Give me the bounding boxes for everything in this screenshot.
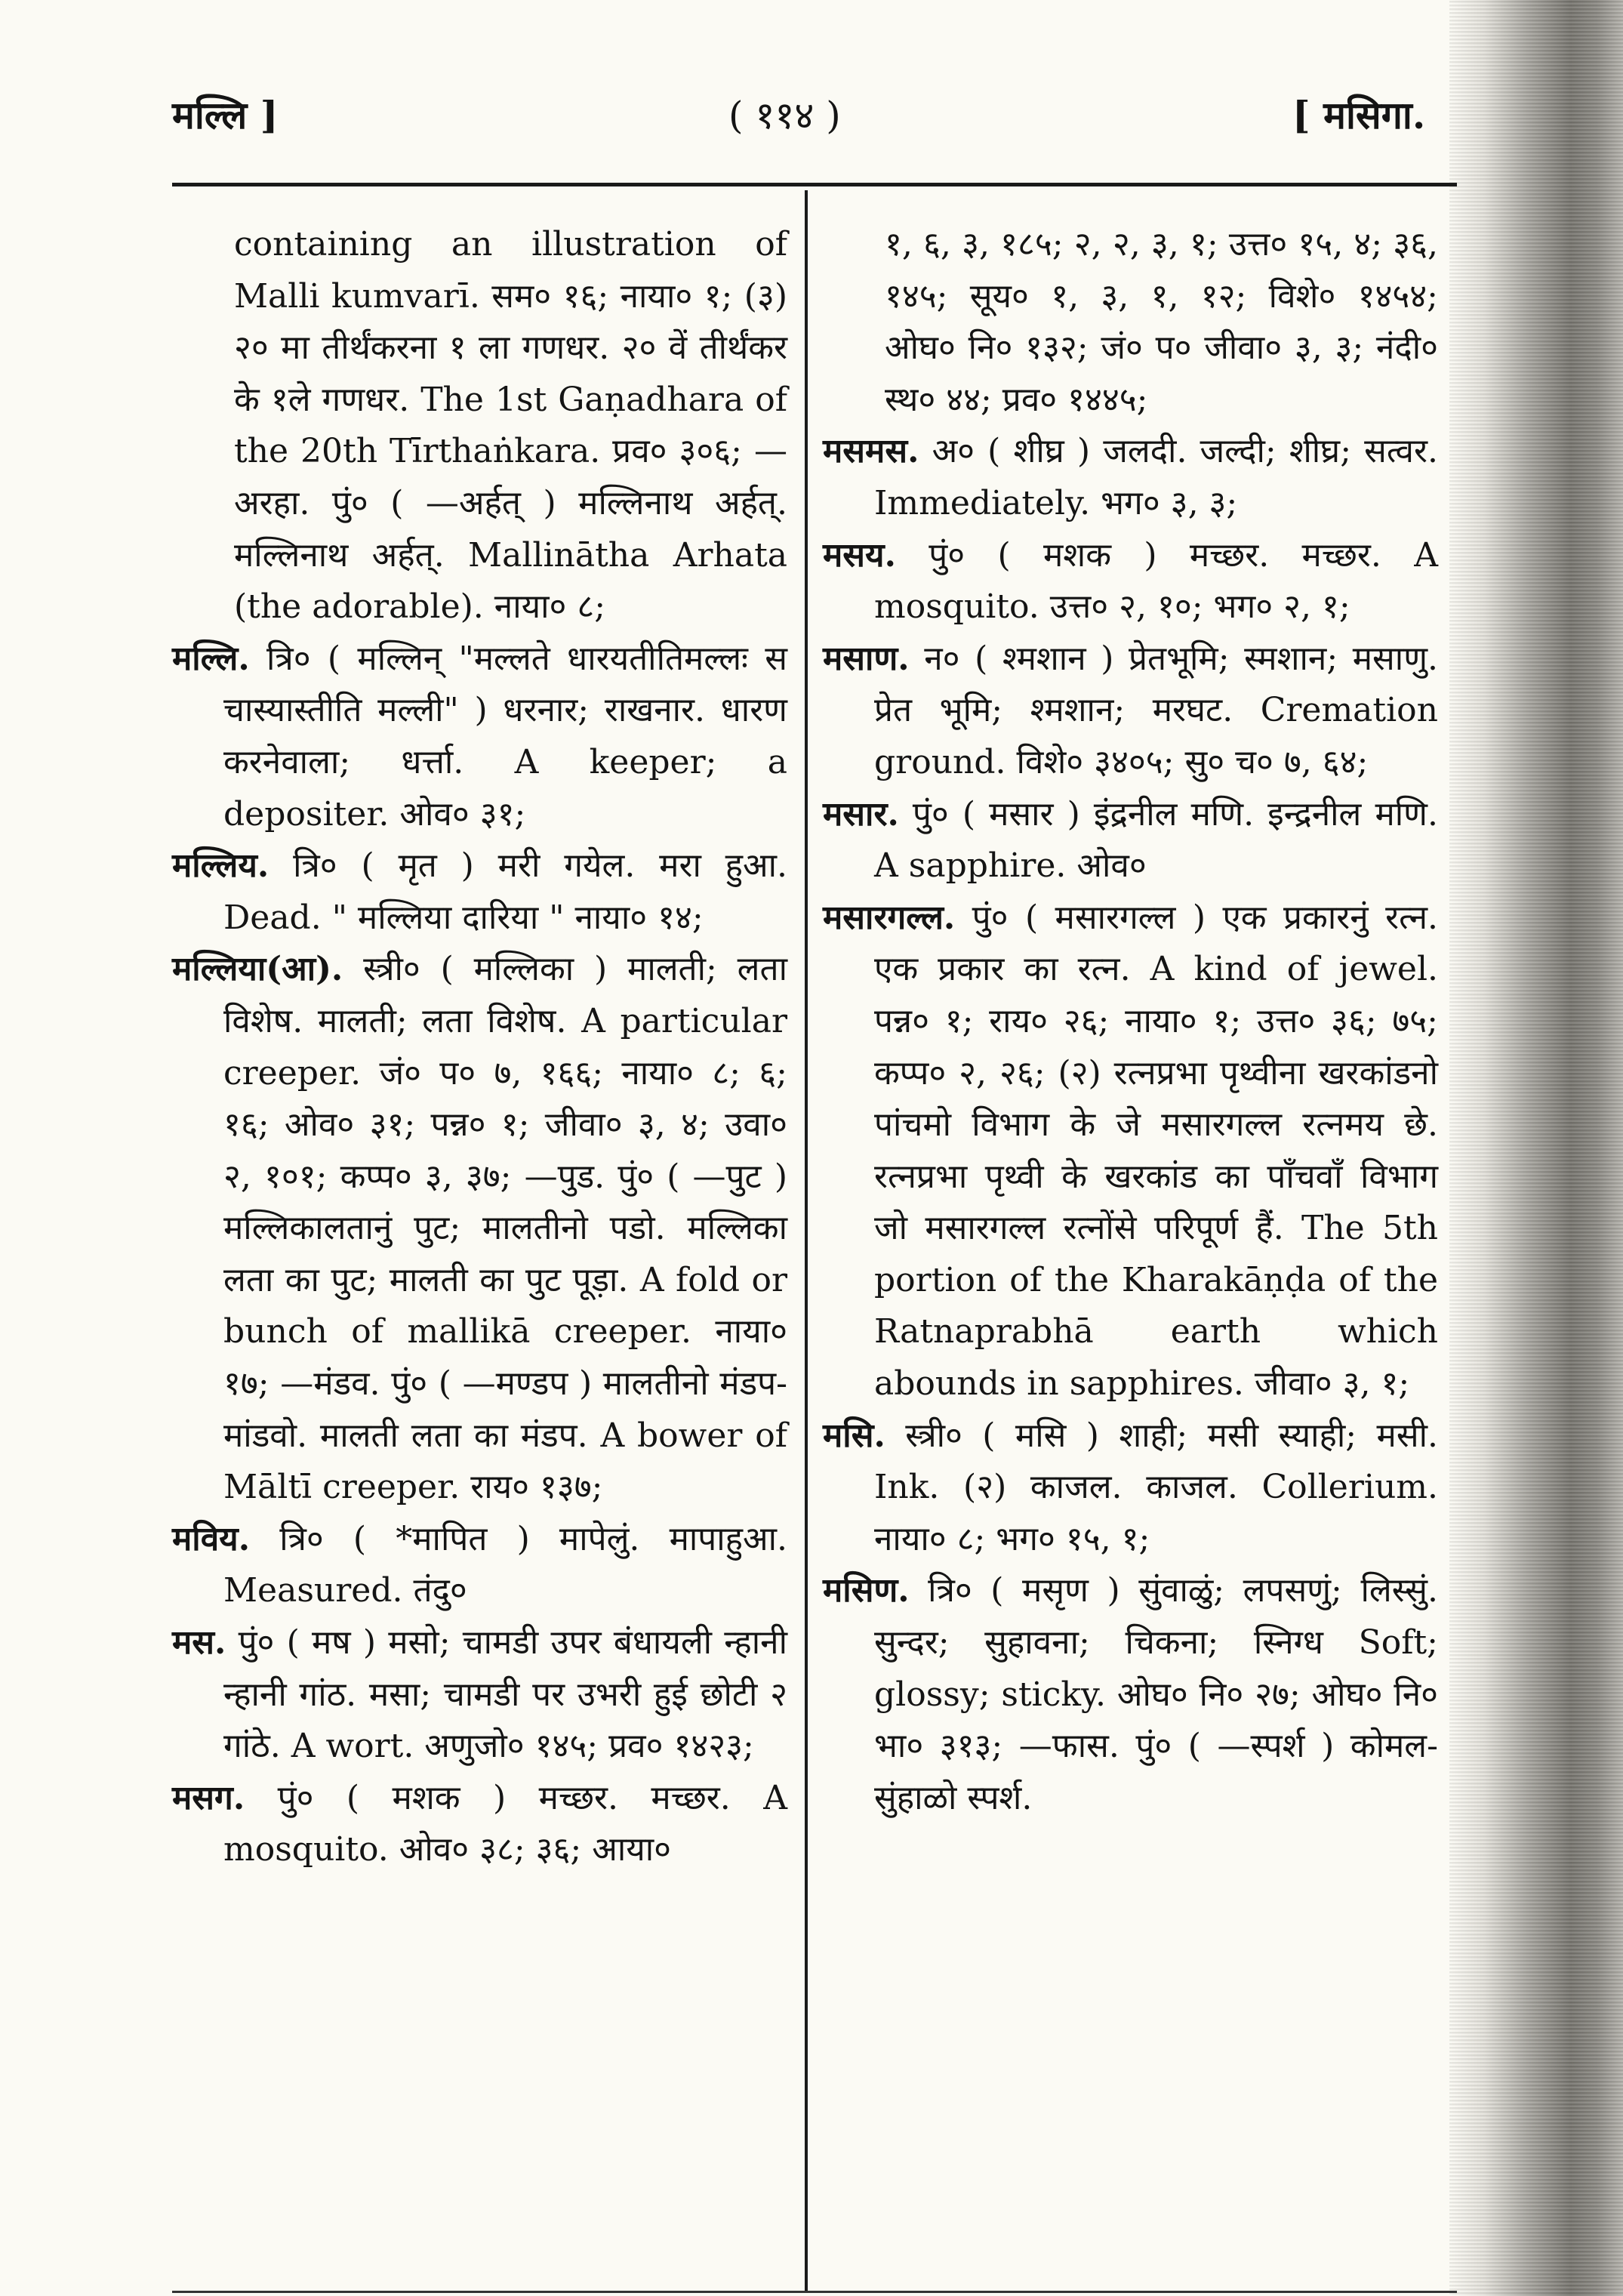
dictionary-entry — [172, 219, 787, 633]
entry-headword: मस. — [172, 1623, 226, 1663]
entry-headword: मविय. — [172, 1519, 251, 1558]
dictionary-entry — [823, 892, 1438, 1410]
running-head-right: [ मसिगा. — [1292, 93, 1426, 137]
entry-definition: पुं० ( मसारगल्ल ) एक प्रकारनुं रत्न. एक प्रकार का रत्न. A kind of jewel. पन्न० १; राय० २६; नाया० १; उत्त० ३६; ७५; कप्प० २, २६; (२) रत्नप्रभा पृथ्वीना खरकांडनो पांचमो विभाग के जे मसारगल्ल रत्नमय छे. रत्नप्रभा पृथ्वी के खरकांड का पाँचवाँ विभाग जो मसारगल्ल रत्नोंसे परिपूर्ण हैं. The 5th portion of the Kharakāṇḍa of the Ratnaprabhā earth which abounds in sapphires. जीवा० ३, १; — [874, 898, 1438, 1404]
entry-headword: मल्लि. — [172, 639, 250, 678]
entry-definition: त्रि० ( मृत ) मरी गयेल. मरा हुआ. Dead. " मल्लिया दारिया " नाया० १४; — [223, 846, 787, 937]
dictionary-entry — [823, 789, 1438, 892]
entry-headword: मसमस. — [823, 432, 919, 471]
dictionary-entry — [823, 219, 1438, 426]
entry-definition: containing an illustration of Malli kumvarī. सम० १६; नाया० १; (३) २० मा तीर्थंकरना १ ला गणधर. २० वें तीर्थंकर के १ले गणधर. The 1st Gaṇadhara of the 20th Tīrthaṅkara. प्रव० ३०६; —अरहा. पुं० ( —अर्हत् ) मल्लिनाथ अर्हत्. मल्लिनाथ अर्हत्. Mallinātha Arhata (the adorable). नाया० ८; — [234, 225, 787, 627]
entry-definition: पुं० ( मशक ) मच्छर. मच्छर. A mosquito. उत्त० २, १०; भग० २, १; — [874, 535, 1438, 627]
header-rule — [172, 183, 1457, 186]
dictionary-entry — [172, 1514, 787, 1617]
entry-definition: पुं० ( मष ) मसो; चामडी उपर बंधायली न्हानी न्हानी गांठ. मसा; चामडी पर उभरी हुई छोटी २ गांठे. A wort. अणुजो० १४५; प्रव० १४२३; — [223, 1623, 787, 1766]
right-column — [823, 219, 1438, 1824]
dictionary-entry — [823, 426, 1438, 529]
entry-definition: त्रि० ( मसृण ) सुंवाळुं; लपसणुं; लिस्सुं. सुन्दर; सुहावना; चिकना; स्निग्ध Soft; glossy; sticky. ओघ० नि० २७; ओघ० नि० भा० ३१३; —फास. पुं० ( —स्पर्श ) कोमल-सुंहाळो स्पर्श. — [874, 1571, 1438, 1817]
footer-rule — [172, 2291, 1457, 2293]
entry-headword: मसार. — [823, 794, 899, 834]
dictionary-entry — [172, 944, 787, 1514]
column-divider — [805, 190, 808, 2291]
dictionary-entry — [823, 633, 1438, 789]
entry-headword: मसि. — [823, 1416, 885, 1455]
entry-definition: पुं० ( मसार ) इंद्रनील मणि. इन्द्रनील मणि. A sapphire. ओव० — [874, 794, 1438, 886]
dictionary-entry — [823, 1410, 1438, 1566]
entry-definition: स्त्री० ( मसि ) शाही; मसी स्याही; मसी. Ink. (२) काजल. काजल. Collerium. नाया० ८; भग० १५, १; — [874, 1416, 1438, 1558]
entry-headword: मसाण. — [823, 639, 910, 678]
entry-headword: मल्लिय. — [172, 846, 269, 886]
dictionary-entry — [172, 1617, 787, 1773]
entry-headword: मसिण. — [823, 1571, 910, 1610]
page-gutter-shadow — [1449, 0, 1623, 2296]
dictionary-entry — [823, 1565, 1438, 1824]
dictionary-entry — [172, 633, 787, 840]
entry-definition: न० ( श्मशान ) प्रेतभूमि; स्मशान; मसाणु. प्रेत भूमि; श्मशान; मरघट. Cremation ground. विशे० ३४०५; सु० च० ७, ६४; — [874, 639, 1438, 781]
dictionary-entry — [172, 840, 787, 944]
entry-definition: त्रि० ( मल्लिन् "मल्लते धारयतीतिमल्लः स चास्यास्तीति मल्ली" ) धरनार; राखनार. धारण करनेवाला; धर्त्ता. A keeper; a depositer. ओव० ३१; — [223, 639, 787, 834]
page-number: ( ११४ ) — [728, 94, 841, 137]
entry-definition: अ० ( शीघ्र ) जलदी. जल्दी; शीघ्र; सत्वर. Immediately. भग० ३, ३; — [874, 432, 1438, 522]
dictionary-entry — [172, 1773, 787, 1876]
entry-headword: मल्लिया(आ). — [172, 950, 343, 989]
dictionary-entry — [823, 530, 1438, 633]
entry-headword: मसय. — [823, 535, 896, 575]
entry-definition: १, ६, ३, १८५; २, २, ३, १; उत्त० १५, ४; ३६, १४५; सूय० १, ३, १, १२; विशे० १४५४; ओघ० नि० १३२; जं० प० जीवा० ३, ३; नंदी० स्थ० ४४; प्रव० १४४५; — [885, 225, 1438, 419]
entry-definition: स्त्री० ( मल्लिका ) मालती; लता विशेष. मालती; लता विशेष. A particular creeper. जं० प० ७, १६६; नाया० ८; ६; १६; ओव० ३१; पन्न० १; जीवा० ३, ४; उवा० २, १०१; कप्प० ३, ३७; —पुड. पुं० ( —पुट ) मल्लिकालतानुं पुट; मालतीनो पडो. मल्लिका लता का पुट; मालती का पुट पूड़ा. A fold or bunch of mallikā creeper. नाया० १७; —मंडव. पुं० ( —मण्डप ) मालतीनो मंडप-मांडवो. मालती लता का मंडप. A bower of Māltī creeper. राय० १३७; — [223, 950, 787, 1507]
running-head-left: मल्लि ] — [172, 93, 279, 137]
left-column — [172, 219, 787, 1876]
entry-headword: मसारगल्ल. — [823, 898, 956, 937]
entry-definition: त्रि० ( *मापित ) मापेलुं. मापाहुआ. Measured. तंदु० — [223, 1519, 787, 1610]
entry-headword: मसग. — [172, 1778, 245, 1817]
entry-definition: पुं० ( मशक ) मच्छर. मच्छर. A mosquito. ओव० ३८; ३६; आया० — [223, 1778, 787, 1869]
